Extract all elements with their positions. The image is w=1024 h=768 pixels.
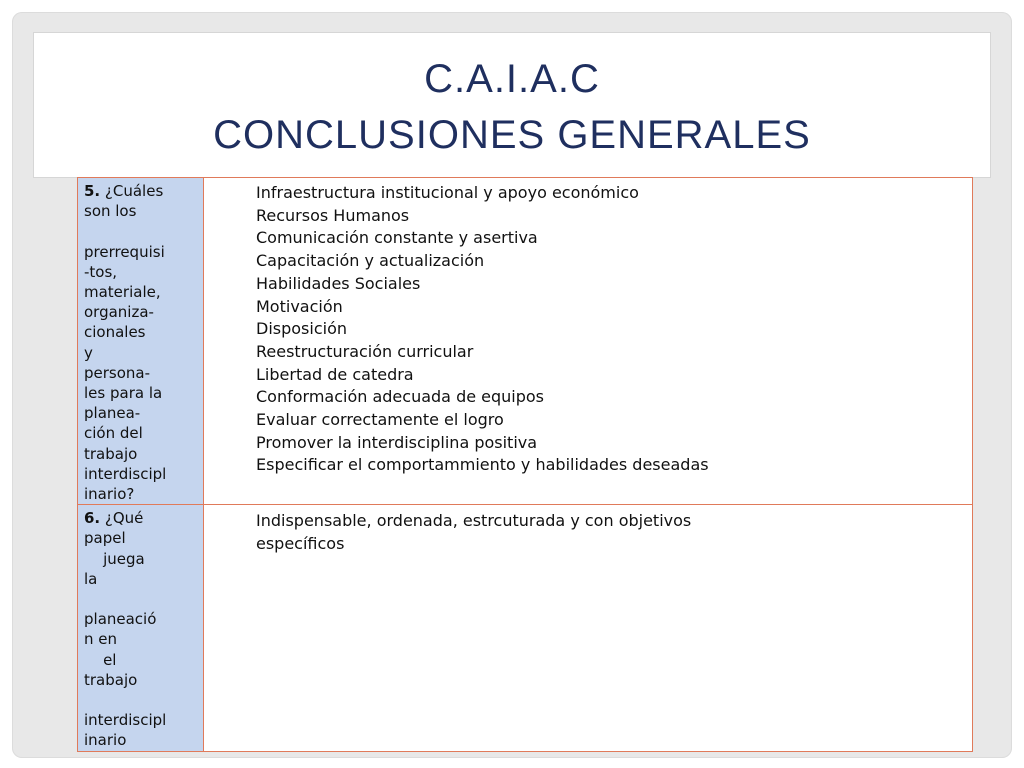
answer-cell — [204, 505, 973, 751]
list-item: Recursos Humanos — [256, 205, 410, 225]
list-item: Disposición — [256, 319, 347, 339]
question-body: ¿Cuáles son los prerrequisi -tos, materiale, organiza- cionales y persona- les para la planea- ción del trabajo interdiscipl inario? — [84, 182, 167, 504]
question-text — [78, 178, 203, 504]
question-text — [78, 505, 203, 750]
list-item: Promover la interdisciplina positiva — [256, 432, 538, 452]
slide-title: C.A.I.A.C — [424, 57, 600, 101]
table-row — [78, 178, 973, 505]
answer-cell — [204, 178, 973, 505]
question-cell — [78, 178, 204, 505]
question-cell — [78, 505, 204, 751]
list-item: Capacitación y actualización — [256, 251, 485, 271]
list-item: Habilidades Sociales — [256, 273, 421, 293]
slide-subtitle: CONCLUSIONES GENERALES — [213, 113, 811, 157]
title-box — [33, 32, 991, 178]
list-item: Motivación — [256, 296, 343, 316]
list-item: Evaluar correctamente el logro — [256, 410, 504, 430]
table-row — [78, 505, 973, 751]
list-item: Infraestructura institucional y apoyo económico — [256, 183, 639, 202]
answer-text: Indispensable, ordenada, estrcuturada y con objetivos específicos — [256, 511, 692, 554]
answer-list — [204, 178, 972, 477]
question-body: ¿Qué papel juega la planeació n en el trabajo interdiscipl inario — [84, 509, 167, 750]
list-item: Libertad de catedra — [256, 364, 414, 384]
list-item: Conformación adecuada de equipos — [256, 387, 545, 407]
question-number: 5. — [84, 182, 101, 200]
list-item: Comunicación constante y asertiva — [256, 228, 538, 248]
list-item: Reestructuración curricular — [256, 341, 474, 361]
question-number: 6. — [84, 509, 101, 528]
list-item: Especificar el comportammiento y habilidades deseadas — [256, 455, 709, 475]
conclusions-table — [77, 177, 973, 752]
